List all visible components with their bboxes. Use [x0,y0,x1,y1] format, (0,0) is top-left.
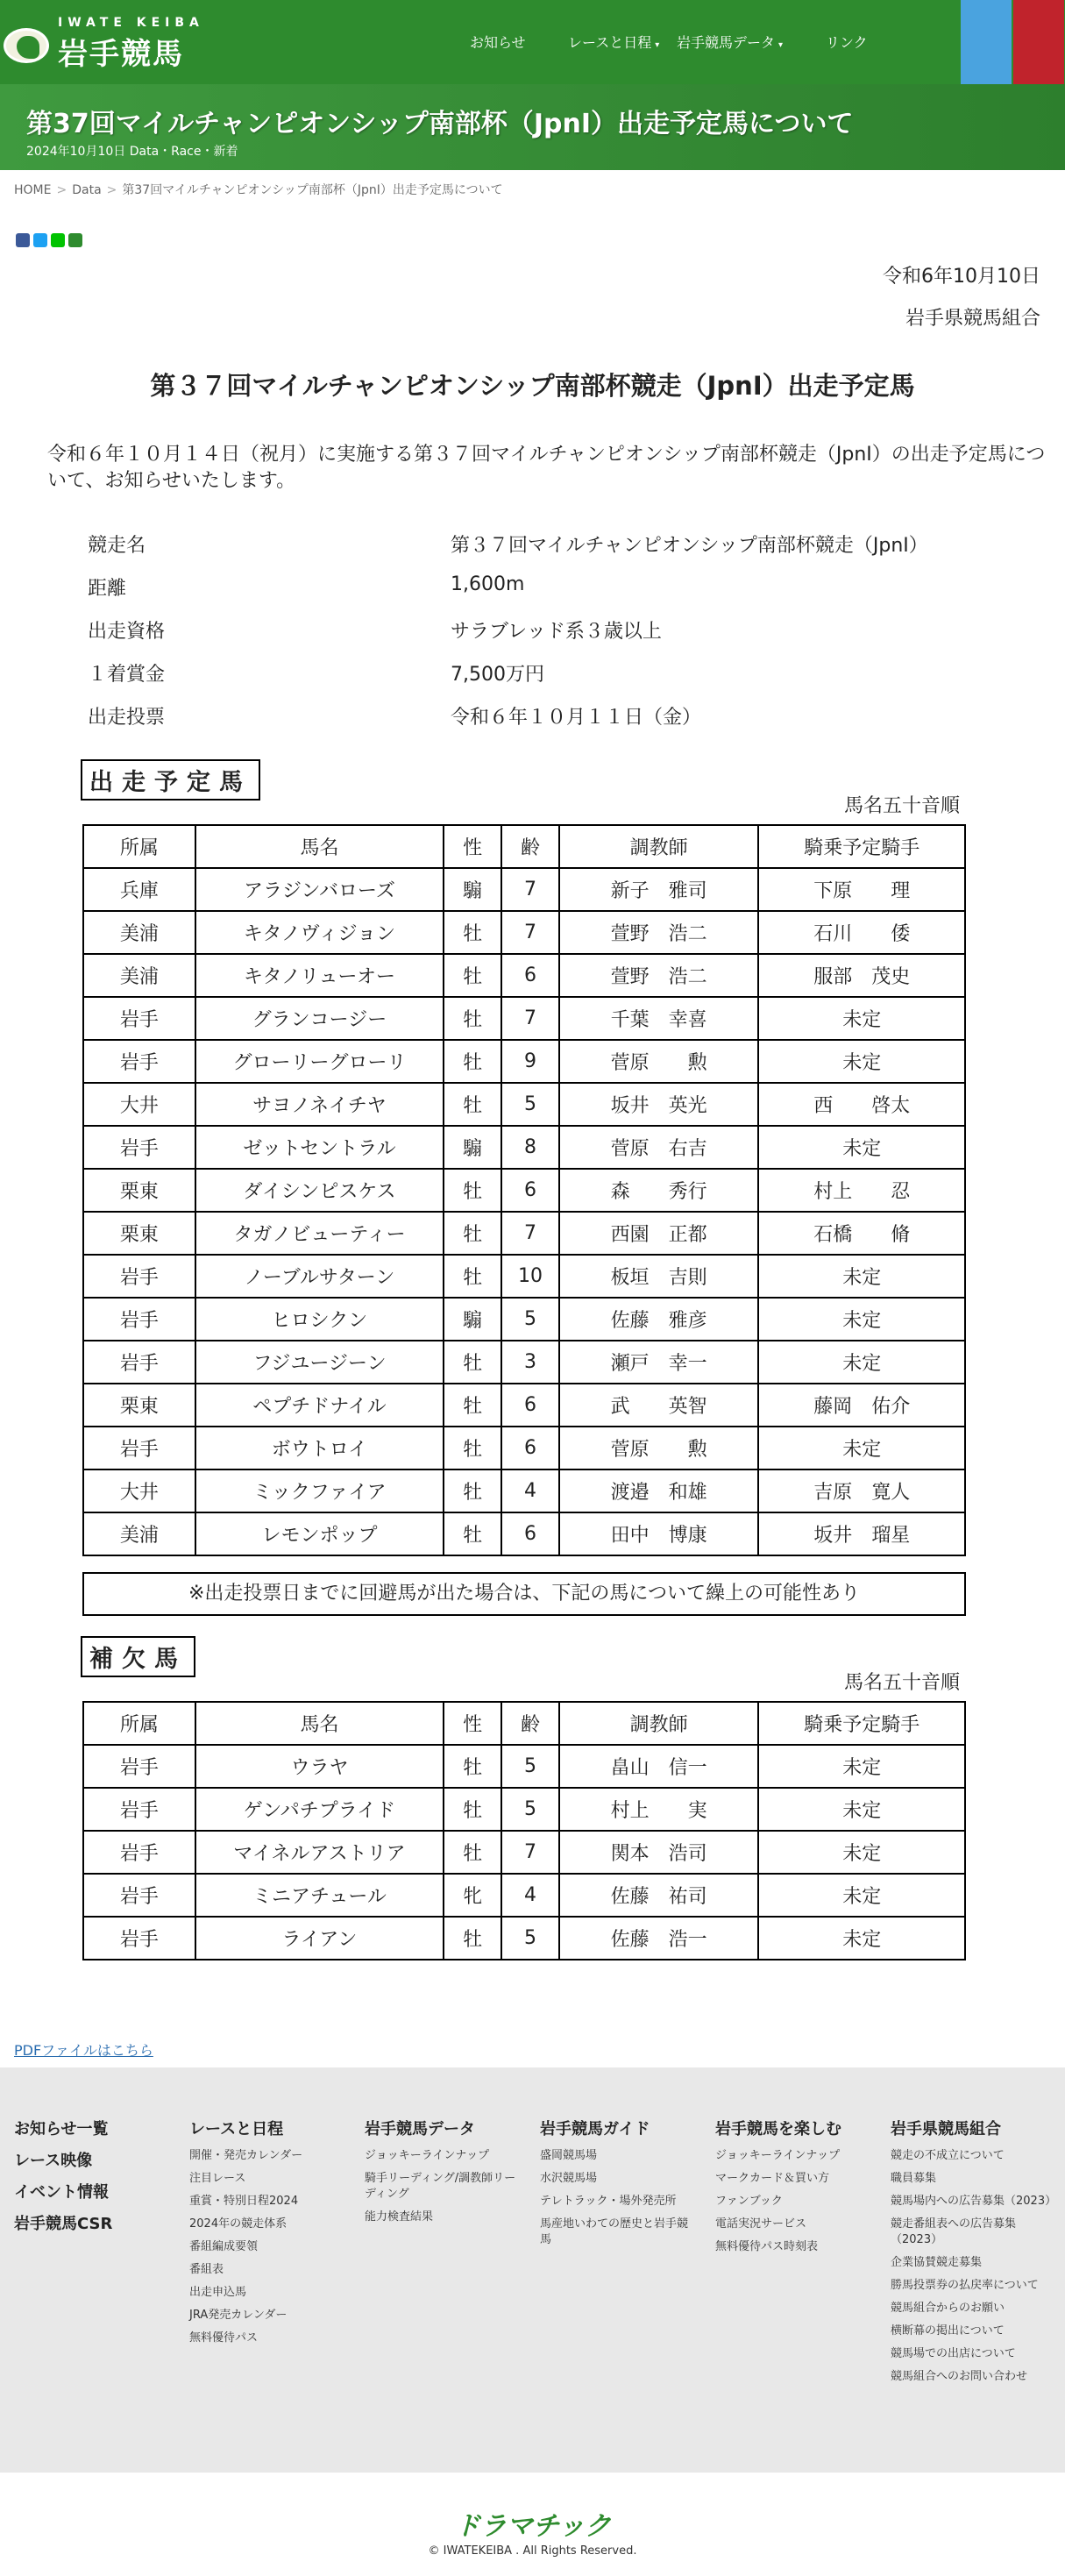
table-cell: 岩手 [83,1255,195,1298]
table-cell: 関本 浩司 [559,1831,759,1874]
footer-link[interactable]: ジョッキーラインナップ [365,2149,490,2162]
table-cell: 6 [501,1512,559,1555]
footer-link[interactable]: 無料優待パス時刻表 [715,2240,819,2253]
table-cell: 5 [501,1788,559,1831]
table-cell: 未定 [758,1874,965,1917]
footer-link[interactable]: JRA発売カレンダー [189,2309,288,2322]
table-cell: 牡 [444,1469,501,1512]
caret-down-icon: ▾ [655,40,660,50]
info-label: 競走名 [88,535,146,557]
table-cell: 未定 [758,1831,965,1874]
reserve-note: ※出走投票日までに回避馬が出た場合は、下記の馬について繰上の可能性あり [82,1572,966,1616]
table-cell: 牝 [444,1874,501,1917]
column-header: 馬名 [195,1702,444,1745]
info-label: 出走資格 [88,621,166,643]
table-cell: ダイシンピスケス [195,1169,444,1212]
table-row [83,1384,965,1427]
table-cell: 3 [501,1341,559,1384]
column-header: 所属 [83,825,195,868]
table-header-row [83,1702,965,1745]
table-cell: サヨノネイチヤ [195,1083,444,1126]
table-cell: 菅原 右吉 [559,1126,758,1169]
table-cell: 萱野 浩二 [559,911,758,954]
nav-item-links[interactable] [826,32,868,52]
reserves-heading: 補欠馬 [81,1636,195,1677]
footer-link[interactable]: マークカード＆買い方 [715,2172,830,2185]
table-cell: 騸 [444,1126,501,1169]
table-cell: 岩手 [83,1917,195,1960]
column-header: 騎乗予定騎手 [758,1702,965,1745]
footer-col-enjoy [715,2117,873,2262]
table-row [83,1917,965,1960]
table-cell: 7 [501,911,559,954]
table-row [83,1083,965,1126]
table-cell: 森 秀行 [559,1169,758,1212]
table-cell: 武 英智 [559,1384,758,1427]
table-cell: 菅原 勲 [559,1427,758,1469]
table-cell: レモンポップ [195,1512,444,1555]
table-cell: 未定 [758,1788,965,1831]
table-cell: 石橋 脩 [758,1212,965,1255]
table-cell: 未定 [758,1745,965,1788]
table-row [83,1126,965,1169]
header-button-blue[interactable] [961,0,1012,84]
table-cell: 7 [501,1831,559,1874]
table-cell: 未定 [758,1255,965,1298]
site-logo[interactable] [4,12,214,72]
table-cell: アラジンバローズ [195,868,444,911]
table-cell: 6 [501,1427,559,1469]
column-header: 騎乗予定騎手 [758,825,965,868]
table-cell: 4 [501,1874,559,1917]
table-cell: 牡 [444,1831,501,1874]
table-cell: 未定 [758,1126,965,1169]
table-cell: 4 [501,1469,559,1512]
doc-intro: 令和６年１０月１４日（祝月）に実施する第３７回マイルチャンピオンシップ南部杯競走（JpnⅠ）の出走予定馬について、お知らせいたします。 [47,444,1046,492]
footer-heading[interactable]: 岩手県競馬組合 [891,2120,1001,2138]
nav-item-races[interactable] [568,32,659,52]
footer-link[interactable]: 競馬組合からのお願い [891,2302,1005,2315]
table-cell: 渡邉 和雄 [559,1469,758,1512]
table-cell: 岩手 [83,1126,195,1169]
column-header: 性 [444,1702,501,1745]
table-cell: 未定 [758,1040,965,1083]
column-header: 馬名 [195,825,444,868]
table-cell: 牡 [444,1212,501,1255]
table-cell: フジユージーン [195,1341,444,1384]
table-header-row [83,825,965,868]
table-cell: 田中 博康 [559,1512,758,1555]
title-bar [0,84,1065,170]
table-cell: 栗東 [83,1384,195,1427]
table-row [83,1831,965,1874]
table-row [83,1469,965,1512]
table-cell: 板垣 吉則 [559,1255,758,1298]
entries-table [82,824,966,1556]
table-cell: 5 [501,1917,559,1960]
table-row [83,1212,965,1255]
table-cell: 瀬戸 幸一 [559,1341,758,1384]
table-cell: 畠山 信一 [559,1745,759,1788]
table-cell: 佐藤 雅彦 [559,1298,758,1341]
header-button-red[interactable] [1013,0,1064,84]
table-cell: グローリーグローリ [195,1040,444,1083]
table-cell: 未定 [758,997,965,1040]
nav-label: レースと日程 [568,34,652,51]
table-cell: 岩手 [83,1874,195,1917]
site-footer [0,2067,1065,2473]
table-cell: 吉原 寛人 [758,1469,965,1512]
footer-col-union [891,2117,1057,2392]
footer-link[interactable]: 騎手リーディング/調教師リーディング [365,2172,516,2201]
doc-date: 令和6年10月10日 [883,266,1040,288]
info-value: 1,600m [451,573,525,595]
table-cell: 牡 [444,1427,501,1469]
column-header: 性 [444,825,501,868]
horse-logo-icon [4,28,49,63]
table-cell: 岩手 [83,1745,195,1788]
table-cell: 佐藤 浩一 [559,1917,759,1960]
table-cell: 牡 [444,1341,501,1384]
footer-heading[interactable]: 岩手競馬を楽しむ [715,2120,841,2138]
table-cell: 佐藤 祐司 [559,1874,759,1917]
table-row [83,1298,965,1341]
footer-link[interactable]: 盛岡競馬場 [540,2149,598,2162]
table-cell: 牡 [444,1169,501,1212]
table-cell: ペプチドナイル [195,1384,444,1427]
site-header [0,0,1065,84]
table-row [83,1512,965,1555]
footer-link[interactable]: 横断幕の掲出について [891,2324,1005,2338]
table-row [83,868,965,911]
table-cell: 石川 倭 [758,911,965,954]
table-cell: 岩手 [83,1788,195,1831]
nav-item-news[interactable] [470,32,526,52]
footer-link[interactable]: 競馬組合へのお問い合わせ [891,2370,1028,2383]
table-cell: 牡 [444,911,501,954]
footer-link[interactable]: 岩手競馬CSR [14,2215,113,2233]
table-cell: 6 [501,1169,559,1212]
table-cell: 牡 [444,1745,501,1788]
pdf-link[interactable]: PDFファイルはこちら [14,2042,153,2059]
table-cell: 岩手 [83,1427,195,1469]
column-header: 調教師 [559,825,758,868]
table-cell: ミニアチュール [195,1874,444,1917]
table-row [83,1788,965,1831]
table-row [83,1427,965,1469]
doc-title: 第３７回マイルチャンピオンシップ南部杯競走（JpnⅠ）出走予定馬 [150,371,915,401]
footer-col-main [14,2117,112,2243]
nav-label: リンク [826,34,868,51]
info-value: 令和６年１０月１１日（金） [451,707,702,729]
table-cell: 騸 [444,868,501,911]
table-cell: 岩手 [83,1040,195,1083]
table-cell: 岩手 [83,1341,195,1384]
table-row [83,1255,965,1298]
column-header: 齢 [501,1702,559,1745]
footer-heading[interactable]: 岩手競馬ガイド [540,2120,650,2138]
entries-heading: 出走予定馬 [81,759,260,801]
breadcrumb-home[interactable]: HOME [14,183,52,197]
table-cell: 坂井 瑠星 [758,1512,965,1555]
footer-bottom [0,2473,1065,2576]
footer-link[interactable]: レース映像 [14,2152,93,2170]
reserves-table [82,1701,966,1960]
info-label: １着賞金 [88,664,166,686]
table-cell: 萱野 浩二 [559,954,758,997]
table-cell: 牡 [444,1512,501,1555]
footer-link[interactable]: 競馬場での出店について [891,2347,1016,2360]
table-cell: 牡 [444,1788,501,1831]
table-row [83,1169,965,1212]
post-date: 2024年10月10日 [26,145,126,159]
footer-col-races [189,2117,347,2353]
table-cell: 牡 [444,1255,501,1298]
footer-link[interactable]: お知らせ一覧 [14,2120,109,2138]
post-category[interactable]: Data・Race・新着 [129,145,238,159]
table-cell: 美浦 [83,954,195,997]
footer-link[interactable]: テレトラック・場外発売所 [540,2195,677,2208]
table-cell: ボウトロイ [195,1427,444,1469]
footer-link[interactable]: 能力検査結果 [365,2210,434,2224]
footer-link[interactable]: 電話実況サービス [715,2217,807,2231]
breadcrumb-data[interactable]: Data [72,183,102,197]
page-title: 第37回マイルチャンピオンシップ南部杯（JpnⅠ）出走予定馬について [26,109,854,139]
info-value: 7,500万円 [451,664,544,686]
table-cell: 牡 [444,954,501,997]
table-cell: 9 [501,1040,559,1083]
nav-item-data[interactable] [677,32,783,52]
table-cell: 牡 [444,1040,501,1083]
table-cell: ライアン [195,1917,444,1960]
table-cell: 新子 雅司 [559,868,758,911]
nav-label: 岩手競馬データ [677,34,776,51]
table-cell: 美浦 [83,1512,195,1555]
reserves-order-note: 馬名五十音順 [843,1672,960,1694]
table-cell: 岩手 [83,1831,195,1874]
post-meta [26,142,238,160]
breadcrumb-current: 第37回マイルチャンピオンシップ南部杯（JpnⅠ）出走予定馬について [122,183,503,197]
table-row [83,1874,965,1917]
table-cell: ウラヤ [195,1745,444,1788]
footer-link[interactable]: ファンブック [715,2195,783,2208]
table-cell: 西園 正都 [559,1212,758,1255]
table-cell: ノーブルサターン [195,1255,444,1298]
table-cell: 6 [501,1384,559,1427]
footer-link[interactable]: 水沢競馬場 [540,2172,598,2185]
table-cell: ゼットセントラル [195,1126,444,1169]
line-icon[interactable] [51,233,65,247]
table-cell: 西 啓太 [758,1083,965,1126]
footer-link[interactable]: 番組編成要領 [189,2240,259,2253]
footer-link[interactable]: 職員募集 [891,2172,937,2185]
entries-order-note: 馬名五十音順 [843,795,960,817]
table-cell: ミックファイア [195,1469,444,1512]
table-row [83,1341,965,1384]
table-cell: タガノビューティー [195,1212,444,1255]
footer-link[interactable]: イベント情報 [14,2183,109,2202]
footer-link[interactable]: ジョッキーラインナップ [715,2149,841,2162]
table-cell: 坂井 英光 [559,1083,758,1126]
footer-link[interactable]: 番組表 [189,2263,224,2276]
table-cell: 栗東 [83,1212,195,1255]
table-cell: 藤岡 佑介 [758,1384,965,1427]
info-label: 出走投票 [88,707,166,729]
table-cell: 5 [501,1083,559,1126]
column-header: 調教師 [559,1702,759,1745]
info-value: 第３７回マイルチャンピオンシップ南部杯競走（JpnⅠ） [451,535,928,557]
info-value: サラブレッド系３歳以上 [451,621,662,643]
table-cell: 騸 [444,1298,501,1341]
info-label: 距離 [88,578,127,600]
table-cell: 牡 [444,1917,501,1960]
table-cell: 5 [501,1298,559,1341]
table-cell: 未定 [758,1917,965,1960]
table-cell: 8 [501,1126,559,1169]
footer-link[interactable]: 競走の不成立について [891,2149,1005,2162]
column-header: 所属 [83,1702,195,1745]
table-cell: 岩手 [83,1298,195,1341]
table-cell: 栗東 [83,1169,195,1212]
footer-link[interactable]: 企業協賛競走募集 [891,2256,983,2269]
table-row [83,997,965,1040]
copyright: © IWATEKEIBA . All Rights Reserved. [428,2544,637,2558]
caret-down-icon: ▾ [778,40,784,50]
facebook-icon[interactable] [16,233,30,247]
table-cell: 下原 理 [758,868,965,911]
footer-link[interactable]: 2024年の競走体系 [189,2217,288,2231]
column-header: 齢 [501,825,559,868]
table-cell: 村上 実 [559,1788,759,1831]
table-cell: グランコージー [195,997,444,1040]
table-cell: 未定 [758,1427,965,1469]
footer-link[interactable]: 出走申込馬 [189,2286,247,2299]
table-cell: 菅原 勲 [559,1040,758,1083]
table-row [83,954,965,997]
table-cell: 牡 [444,1083,501,1126]
footer-col-data [365,2117,522,2232]
table-cell: 6 [501,954,559,997]
footer-link[interactable]: 開催・発売カレンダー [189,2149,303,2162]
footer-link[interactable]: 馬産地いわての歴史と岩手競馬 [540,2217,689,2246]
brand-logo: ドラマチック [453,2511,612,2542]
table-cell: 5 [501,1745,559,1788]
table-row [83,1040,965,1083]
table-cell: ゲンパチプライド [195,1788,444,1831]
footer-heading[interactable]: レースと日程 [189,2120,284,2138]
table-row [83,911,965,954]
table-cell: 大井 [83,1469,195,1512]
table-cell: 7 [501,997,559,1040]
logo-title: 岩手競馬 [58,37,184,72]
footer-link[interactable]: 勝馬投票券の払戻率について [891,2279,1039,2292]
nav-label: お知らせ [470,34,526,51]
table-cell: 兵庫 [83,868,195,911]
table-cell: キタノヴィジョン [195,911,444,954]
table-cell: キタノリューオー [195,954,444,997]
share-buttons [16,233,82,247]
table-cell: 10 [501,1255,559,1298]
table-cell: 大井 [83,1083,195,1126]
table-row [83,1745,965,1788]
share-icon[interactable] [68,233,82,247]
twitter-icon[interactable] [33,233,47,247]
table-cell: 牡 [444,997,501,1040]
logo-subtitle: IWATE KEIBA [58,16,204,30]
table-cell: 7 [501,868,559,911]
footer-link[interactable]: 競馬場内への広告募集（2023） [891,2195,1057,2208]
table-cell: 未定 [758,1298,965,1341]
table-cell: 牡 [444,1384,501,1427]
table-cell: ヒロシクン [195,1298,444,1341]
table-cell: マイネルアストリア [195,1831,444,1874]
table-cell: 服部 茂史 [758,954,965,997]
table-cell: 千葉 幸喜 [559,997,758,1040]
table-cell: 7 [501,1212,559,1255]
footer-link[interactable]: 無料優待パス [189,2331,259,2345]
footer-link[interactable]: 重賞・特別日程2024 [189,2195,299,2208]
footer-link[interactable]: 注目レース [189,2172,246,2185]
breadcrumb: HOME > Data > 第37回マイルチャンピオンシップ南部杯（JpnⅠ）出走予定馬について [14,183,503,197]
footer-col-guide [540,2117,698,2255]
doc-org: 岩手県競馬組合 [905,308,1040,330]
footer-heading[interactable]: 岩手競馬データ [365,2120,475,2138]
table-cell: 村上 忍 [758,1169,965,1212]
footer-link[interactable]: 競走番組表への広告募集（2023） [891,2217,1017,2246]
table-cell: 美浦 [83,911,195,954]
table-cell: 未定 [758,1341,965,1384]
table-cell: 岩手 [83,997,195,1040]
